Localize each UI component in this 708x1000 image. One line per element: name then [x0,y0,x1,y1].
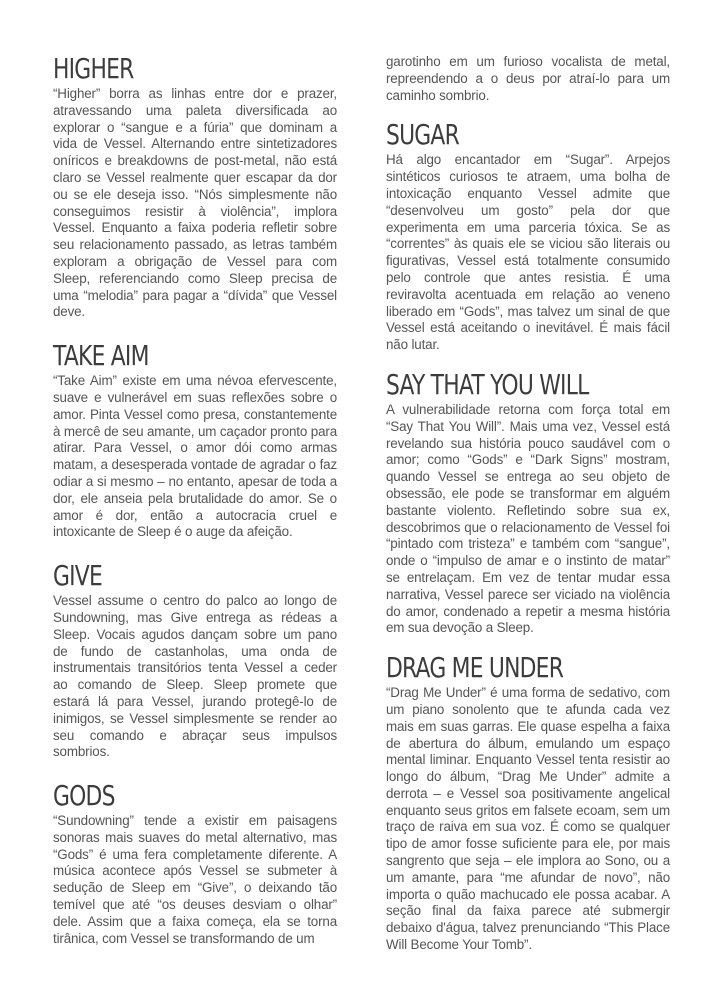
heading-give: GIVE [53,559,102,593]
heading-gods: GODS [53,779,115,813]
section-drag-me-under [386,651,670,954]
section-gods-continued [386,54,670,104]
section-sugar [386,118,670,354]
paragraph-gods: “Sundowning” tende a existir em paisagens sonoras mais suaves do metal alternativo, mas “Gods” é uma fera completamente diferente. A música acontece após Vessel se submeter à sedução de Sleep em “Give”, o deixando tão temível que até “os deuses desviam o olhar” dele. Assim que a faixa começa, ela se torna tirânica, com Vessel se transformando de um [53,813,337,946]
paragraph-sugar: Há algo encantador em “Sugar”. Arpejos sintéticos curiosos te atraem, uma bolha de intoxicação enquanto Vessel admite que “desenvolveu um gosto” pela dor que experimenta em uma parceria tóxica. Se as “correntes” às quais ele se viciou são literais ou figurativas, Vessel está totalmente consumido pelo controle que antes resistia. É uma reviravolta acentuada em relação ao veneno liberado em “Gods”, mas talvez um sinal de que Vessel está aceitando o inevitável. É mais fácil não lutar. [386,152,670,353]
paragraph-higher: “Higher” borra as linhas entre dor e prazer, atravessando uma paleta diversificada ao explorar o “sangue e a fúria” que dominam a vida de Vessel. Alternando entre sintetizadores oníricos e breakdowns de post-metal, não está claro se Vessel realmente quer escapar da dor ou se ele deseja isso. “Nós simplesmente não conseguimos resistir à violência”, implora Vessel. Enquanto a faixa poderia refletir sobre seu relacionamento passado, as letras também exploram a obrigação de Vessel para com Sleep, referenciando como Sleep precisa de uma “melodia” para pagar a “dívida” que Vessel deve. [53,86,337,320]
heading-sugar: SUGAR [386,118,459,152]
paragraph-gods-continued: garotinho em um furioso vocalista de metal, repreendendo a o deus por atraí-lo para um caminho sombrio. [386,54,670,103]
heading-say-that-you-will: SAY THAT YOU WILL [386,367,589,401]
paragraph-give: Vessel assume o centro do palco ao longo de Sundowning, mas Give entrega as rédeas a Sleep. Vocais agudos dançam sobre um pano de fundo de castanholas, uma onda de instrumentais transitórios tenta Vessel a ceder ao comando de Sleep. Sleep promete que estará lá para Vessel, jurando protegê-lo de inimigos, se Vessel simplesmente se render ao seu comando e abraçar seus impulsos sombrios. [53,593,337,760]
heading-higher: HIGHER [53,52,134,85]
paragraph-take-aim: “Take Aim” existe em uma névoa efervescente, suave e vulnerável em suas reflexões sobre o amor. Pinta Vessel como presa, constantemente à mercê de seu amante, um caçador pronto para atirar. Para Vessel, o amor dói como armas matam, a desesperada vontade de agradar o faz odiar a si mesmo – no entanto, apesar de toda a dor, ele anseia pela brutalidade do amor. Se o amor é dor, então a autocracia cruel e intoxicante de Sleep é o auge da afeição. [53,373,337,540]
heading-take-aim: TAKE AIM [53,339,149,373]
section-give [53,559,337,761]
paragraph-say-that-you-will: A vulnerabilidade retorna com força total em “Say That You Will”. Mais uma vez, Vessel está revelando sua história pouco saudável com o amor; como “Gods” e “Dark Signs” mostram, quando Vessel se entrega ao seu objeto de obsessão, ele pode se transformar em alguém bastante violento. Refletindo sobre sua ex, descobrimos que o relacionamento de Vessel foi “pintado com tristeza” e também com “sangue”, onde o “impulso de amar e o instinto de matar” se entrelaçam. Em vez de tentar mudar essa narrativa, Vessel parece ser viciado na violência do amor, condenado a repetir a mesma história em sua devoção a Sleep. [386,401,670,636]
section-higher [53,52,337,321]
paragraph-drag-me-under: “Drag Me Under” é uma forma de sedativo, com um piano sonolento que te afunda cada vez mais em suas garras. Ele quase espelha a faixa de abertura do álbum, emulando um espaço mental liminar. Enquanto Vessel tenta resistir ao longo do álbum, “Drag Me Under” admite a derrota – e Vessel soa positivamente angelical enquanto seus gritos em falsete ecoam, sem um traço de raiva em sua voz. É como se qualquer tipo de amor fosse suficiente para ele, por mais sangrento que seja – ele implora ao Sono, ou a um amante, para “me afundar de novo”, não importa o quão machucado ele possa acabar. A seção final da faixa parece até submergir debaixo d'água, talvez prenunciando “This Place Will Become Your Tomb”. [386,685,670,953]
section-say-that-you-will [386,368,670,637]
heading-drag-me-under: DRAG ME UNDER [386,651,564,685]
left-column [53,52,337,947]
section-take-aim [53,339,337,541]
section-gods [53,779,337,947]
right-column [386,54,670,954]
